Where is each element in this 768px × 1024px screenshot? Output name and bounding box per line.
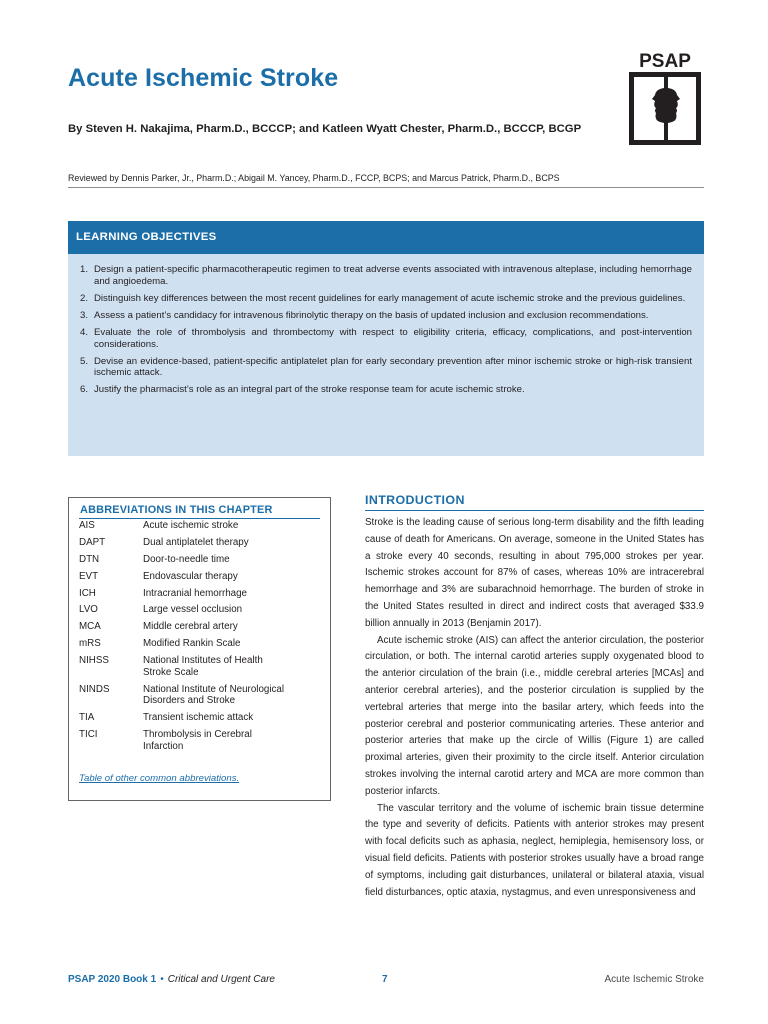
table-row: DTN Door-to-needle time	[79, 553, 230, 565]
objective-item: 2. Distinguish key differences between the most recent guidelines for early management of acute ischemic stroke and the previous guidelines.	[80, 292, 686, 304]
table-row: EVT Endovascular therapy	[79, 570, 238, 582]
table-row: TICI Thrombolysis in Cerebral Infarction	[79, 728, 252, 752]
introduction-divider	[365, 510, 704, 511]
table-row: MCA Middle cerebral artery	[79, 621, 238, 633]
chapter-title: Acute Ischemic Stroke	[68, 64, 339, 92]
footer-book-info	[68, 974, 275, 985]
learning-objectives-list	[68, 254, 704, 396]
table-row: DAPT Dual antiplatelet therapy	[79, 536, 249, 548]
reviewers-line: Reviewed by Dennis Parker, Jr., Pharm.D.; Abigail M. Yancey, Pharm.D., FCCP, BCPS; and Marcus Patrick, Pharm.D., BCPS	[68, 173, 560, 183]
psap-logo	[626, 50, 704, 148]
footer-running-title: Acute Ischemic Stroke	[604, 974, 704, 985]
footer-subtitle: Critical and Urgent Care	[167, 974, 275, 985]
objective-item: 4. Evaluate the role of thrombolysis and thrombectomy with respect to eligibility criteria, efficacy, complications, and post-intervention considerations.	[80, 327, 692, 350]
footer-separator: •	[160, 974, 164, 985]
table-row: AIS Acute ischemic stroke	[79, 520, 239, 531]
abbreviations-heading: ABBREVIATIONS IN THIS CHAPTER	[80, 504, 273, 516]
logo-text: PSAP	[639, 51, 691, 72]
introduction-heading: INTRODUCTION	[365, 493, 465, 507]
author-line: By Steven H. Nakajima, Pharm.D., BCCCP; and Katleen Wyatt Chester, Pharm.D., BCCCP, BCGP	[68, 123, 582, 135]
table-row: NIHSS National Institutes of Health Stroke Scale	[79, 655, 263, 678]
paragraph: Acute ischemic stroke (AIS) can affect the anterior circulation, the posterior circulation, or both. The internal carotid arteries supply oxygenated blood to the anterior circulation of the brain (i.e., middle cerebral arteries [MCAs] and anterior cerebral arteries), and the posterior circulation is supplied by the vertebral arteries that merge into the basilar artery, which feeds into the posterior cerebral and posterior communicating arteries. These anterior and posterior arteries that make up the circle of Willis (Figure 1) are called proximal arteries, given their proximity to the circle itself. Anterior circulation strokes involving the internal carotid artery and MCA are more common than posterior infarcts.	[365, 634, 704, 797]
abbreviations-divider	[79, 518, 320, 519]
table-row: mRS Modified Rankin Scale	[79, 638, 241, 650]
abbreviations-table-link[interactable]: Table of other common abbreviations.	[79, 773, 240, 784]
paragraph: The vascular territory and the volume of ischemic brain tissue determine the type and severity of deficits. Patients with anterior strokes may present with focal deficits such as aphasia, neglect, hemiplegia, hemisensory loss, or visual field deficits. Patients with posterior strokes usually have a broad range of symptoms, including gait disturbances, unilateral or bilateral ataxia, visual field disturbances, optic ataxia, nystagmus, and even unresponsiveness and	[365, 802, 704, 898]
table-row: NINDS National Institute of Neurological Disorders and Stroke	[79, 683, 285, 707]
footer-book: PSAP 2020 Book 1	[68, 974, 157, 985]
introduction-body	[365, 515, 704, 935]
table-row: ICH Intracranial hemorrhage	[79, 587, 248, 599]
objective-item: 1. Design a patient-specific pharmacotherapeutic regimen to treat adverse events associated with intravenous alteplase, including hemorrhage and angioedema.	[80, 264, 692, 287]
learning-objectives-heading: LEARNING OBJECTIVES	[68, 221, 704, 254]
table-row: TIA Transient ischemic attack	[79, 712, 254, 724]
paragraph: Stroke is the leading cause of serious long-term disability and the fifth leading cause of death for Americans. On average, someone in the United States has a stroke every 40 seconds, resulting in about 795,000 strokes per year. Ischemic strokes account for 87% of cases, whereas 10% are intracerebral hemorrhage and 3% are subarachnoid hemorrhage. The burden of stroke in the United States resulted in direct and indirect costs that averaged $33.9 billion annually in 2013 (Benjamin 2017).	[365, 517, 704, 629]
abbreviations-table	[79, 520, 323, 757]
objective-item: 6. Justify the pharmacist’s role as an integral part of the stroke response team for acute ischemic stroke.	[80, 384, 525, 396]
header-divider	[68, 187, 704, 188]
objective-item: 3. Assess a patient’s candidacy for intravenous fibrinolytic therapy on the basis of updated inclusion and exclusion recommendations.	[80, 309, 649, 321]
table-row: LVO Large vessel occlusion	[79, 604, 243, 616]
abbreviations-box	[68, 497, 331, 801]
objective-item: 5. Devise an evidence-based, patient-specific antiplatelet plan for early secondary prevention after minor ischemic stroke or high-risk transient ischemic attack.	[80, 355, 692, 379]
page-number: 7	[382, 974, 388, 985]
learning-objectives-box	[68, 221, 704, 456]
